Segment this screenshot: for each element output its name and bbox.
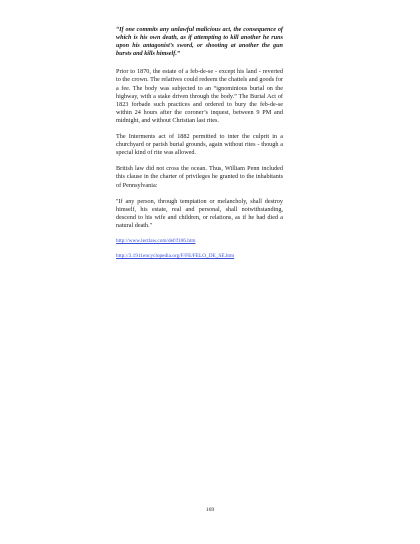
encyclopedia-link[interactable]: http://3.1911encyclopedia.org/F/FE/FELO_DE_SE.htm [116,252,235,259]
paragraph-british-law: British law did not cross the ocean. Thus, William Penn included this clause in the charter of privileges he granted to the inhabitants of Pennsylvania: [116,165,283,189]
paragraph-interments-act: The Interments act of 1882 permitted to inter the culprit in a churchyard or parish burial grounds, again without rites - though a special kind of rite was allowed. [116,133,283,157]
page-number: 169 [205,507,215,513]
document-page [116,26,283,268]
legal-definition-quote: “If one commits any unlawful malicious act, the consequence of which is his own death, as if attempting to kill another he runs upon his antagonist’s sword, or shooting at another the gun bursts and kills himself.” [116,26,283,58]
pennsylvania-charter-quote: "If any person, through temptation or melancholy, shall destroy himself, his estate, real and personal, shall notwithstanding, descend to his wife and children, or relations, as if he had died a natural death." [116,197,283,229]
lectlaw-link[interactable]: http://www.lectlaw.com/def/f106.htm [116,237,196,244]
paragraph-history: Prior to 1870, the estate of a feb-de-se - except his land - reverted to the crown. The relatives could redeem the chattels and goods for a fee. The body was subjected to an “ignominious burial on the highway, with a stake driven through the body.” The Burial Act of 1823 forbade such practices and ordered to bury the feb-de-se within 24 hours after the coroner’s inquest, between 9 PM and midnight, and without Christian last rites. [116,68,283,124]
